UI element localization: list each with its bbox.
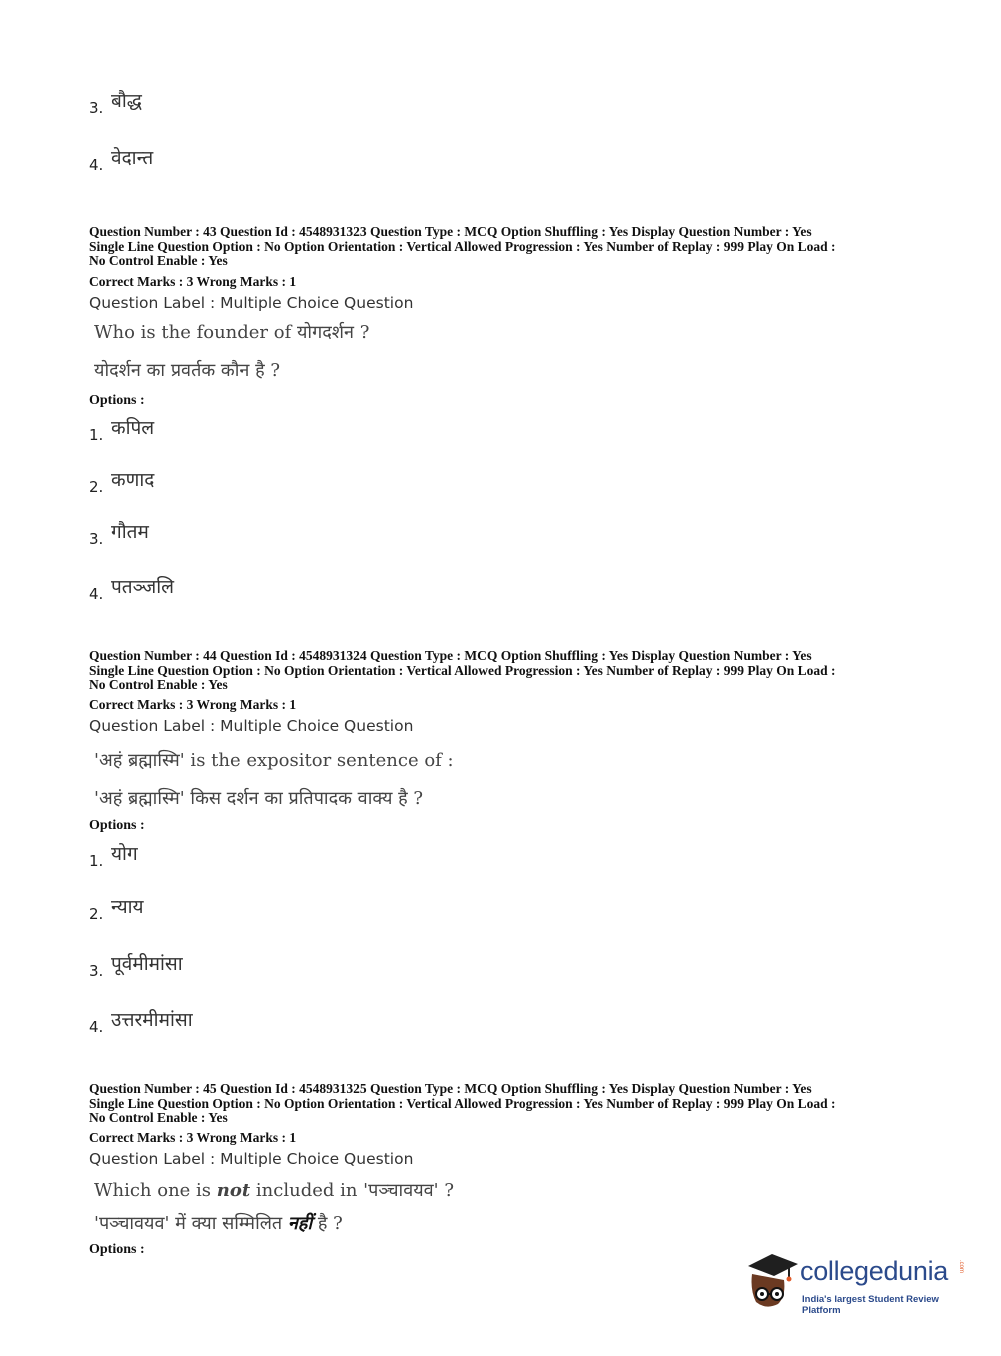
option-text: न्याय	[111, 896, 144, 918]
option-4	[89, 576, 175, 605]
option-number: 4.	[89, 1018, 104, 1036]
option-number: 4.	[89, 585, 104, 603]
options-heading: Options :	[89, 1242, 145, 1257]
option-text: वेदान्त	[111, 147, 154, 169]
option-text: पतञ्जलि	[111, 576, 175, 598]
options-heading: Options :	[89, 818, 145, 833]
question-44-marks: Correct Marks : 3 Wrong Marks : 1	[89, 697, 297, 712]
hindi-text: है ?	[312, 1213, 343, 1234]
question-45-english	[94, 1178, 454, 1202]
question-45-label: Question Label : Multiple Choice Question	[89, 1150, 414, 1168]
option-number: 4.	[89, 156, 104, 174]
meta-line: No Control Enable : Yes	[89, 1110, 228, 1125]
option-number: 1.	[89, 426, 104, 444]
question-44-meta	[89, 649, 919, 693]
hindi-text: 'पञ्चावयव' में क्या सम्मिलित	[94, 1213, 288, 1234]
question-43-english: Who is the founder of योगदर्शन ?	[94, 322, 370, 343]
option-2	[89, 469, 155, 498]
option-text: कपिल	[111, 417, 155, 439]
meta-line: Question Number : 43 Question Id : 4548931323 Question Type : MCQ Option Shuffling : Yes Display Question Number : Yes	[89, 224, 812, 239]
emphasis-not: not	[216, 1180, 251, 1201]
option-number: 2.	[89, 478, 104, 496]
meta-line: Question Number : 45 Question Id : 4548931325 Question Type : MCQ Option Shuffling : Yes Display Question Number : Yes	[89, 1081, 812, 1096]
emphasis-nahin: नहीं	[287, 1213, 313, 1234]
question-43-meta	[89, 225, 919, 269]
option-text: बौद्ध	[111, 90, 142, 112]
option-4-prev	[89, 147, 154, 176]
option-number: 3.	[89, 99, 104, 117]
question-45-hindi	[94, 1211, 343, 1235]
meta-line: Single Line Question Option : No Option Orientation : Vertical Allowed Progression : Yes Number of Replay : 999 Play On Load :	[89, 238, 836, 254]
option-3	[89, 953, 183, 982]
collegedunia-logo	[742, 1250, 972, 1316]
option-3	[89, 521, 149, 550]
meta-line: Single Line Question Option : No Option Orientation : Vertical Allowed Progression : Yes Number of Replay : 999 Play On Load :	[89, 1095, 836, 1111]
english-text: Which one is	[94, 1180, 217, 1201]
question-45-marks: Correct Marks : 3 Wrong Marks : 1	[89, 1130, 297, 1145]
question-44-english: 'अहं ब्रह्मास्मि' is the expositor sentence of :	[94, 750, 454, 771]
option-2	[89, 896, 144, 925]
option-text: योग	[111, 843, 138, 865]
logo-name: collegedunia	[800, 1256, 949, 1286]
option-3-prev	[89, 90, 142, 119]
question-44-hindi: 'अहं ब्रह्मास्मि' किस दर्शन का प्रतिपादक वाक्य है ?	[94, 788, 424, 809]
option-number: 1.	[89, 852, 104, 870]
mascot-icon	[742, 1250, 800, 1312]
meta-line: Question Number : 44 Question Id : 4548931324 Question Type : MCQ Option Shuffling : Yes Display Question Number : Yes	[89, 648, 812, 663]
question-43-marks: Correct Marks : 3 Wrong Marks : 1	[89, 274, 297, 289]
question-43-hindi: योदर्शन का प्रवर्तक कौन है ?	[94, 360, 281, 381]
option-number: 3.	[89, 530, 104, 548]
logo-com: .com	[958, 1260, 964, 1274]
option-4	[89, 1009, 193, 1038]
question-44-label: Question Label : Multiple Choice Question	[89, 717, 414, 735]
option-number: 2.	[89, 905, 104, 923]
option-1	[89, 417, 155, 446]
option-text: पूर्वमीमांसा	[111, 953, 183, 975]
meta-line: Single Line Question Option : No Option Orientation : Vertical Allowed Progression : Yes Number of Replay : 999 Play On Load :	[89, 662, 836, 678]
logo-tagline: India's largest Student Review Platform	[802, 1294, 939, 1316]
english-text: included in 'पञ्चावयव' ?	[250, 1180, 454, 1201]
option-number: 3.	[89, 962, 104, 980]
options-heading: Options :	[89, 393, 145, 408]
question-43-label: Question Label : Multiple Choice Question	[89, 294, 414, 312]
question-45-meta	[89, 1082, 919, 1126]
option-text: कणाद	[111, 469, 155, 491]
option-1	[89, 843, 138, 872]
option-text: उत्तरमीमांसा	[111, 1009, 193, 1031]
option-text: गौतम	[111, 521, 149, 543]
meta-line: No Control Enable : Yes	[89, 253, 228, 268]
meta-line: No Control Enable : Yes	[89, 677, 228, 692]
